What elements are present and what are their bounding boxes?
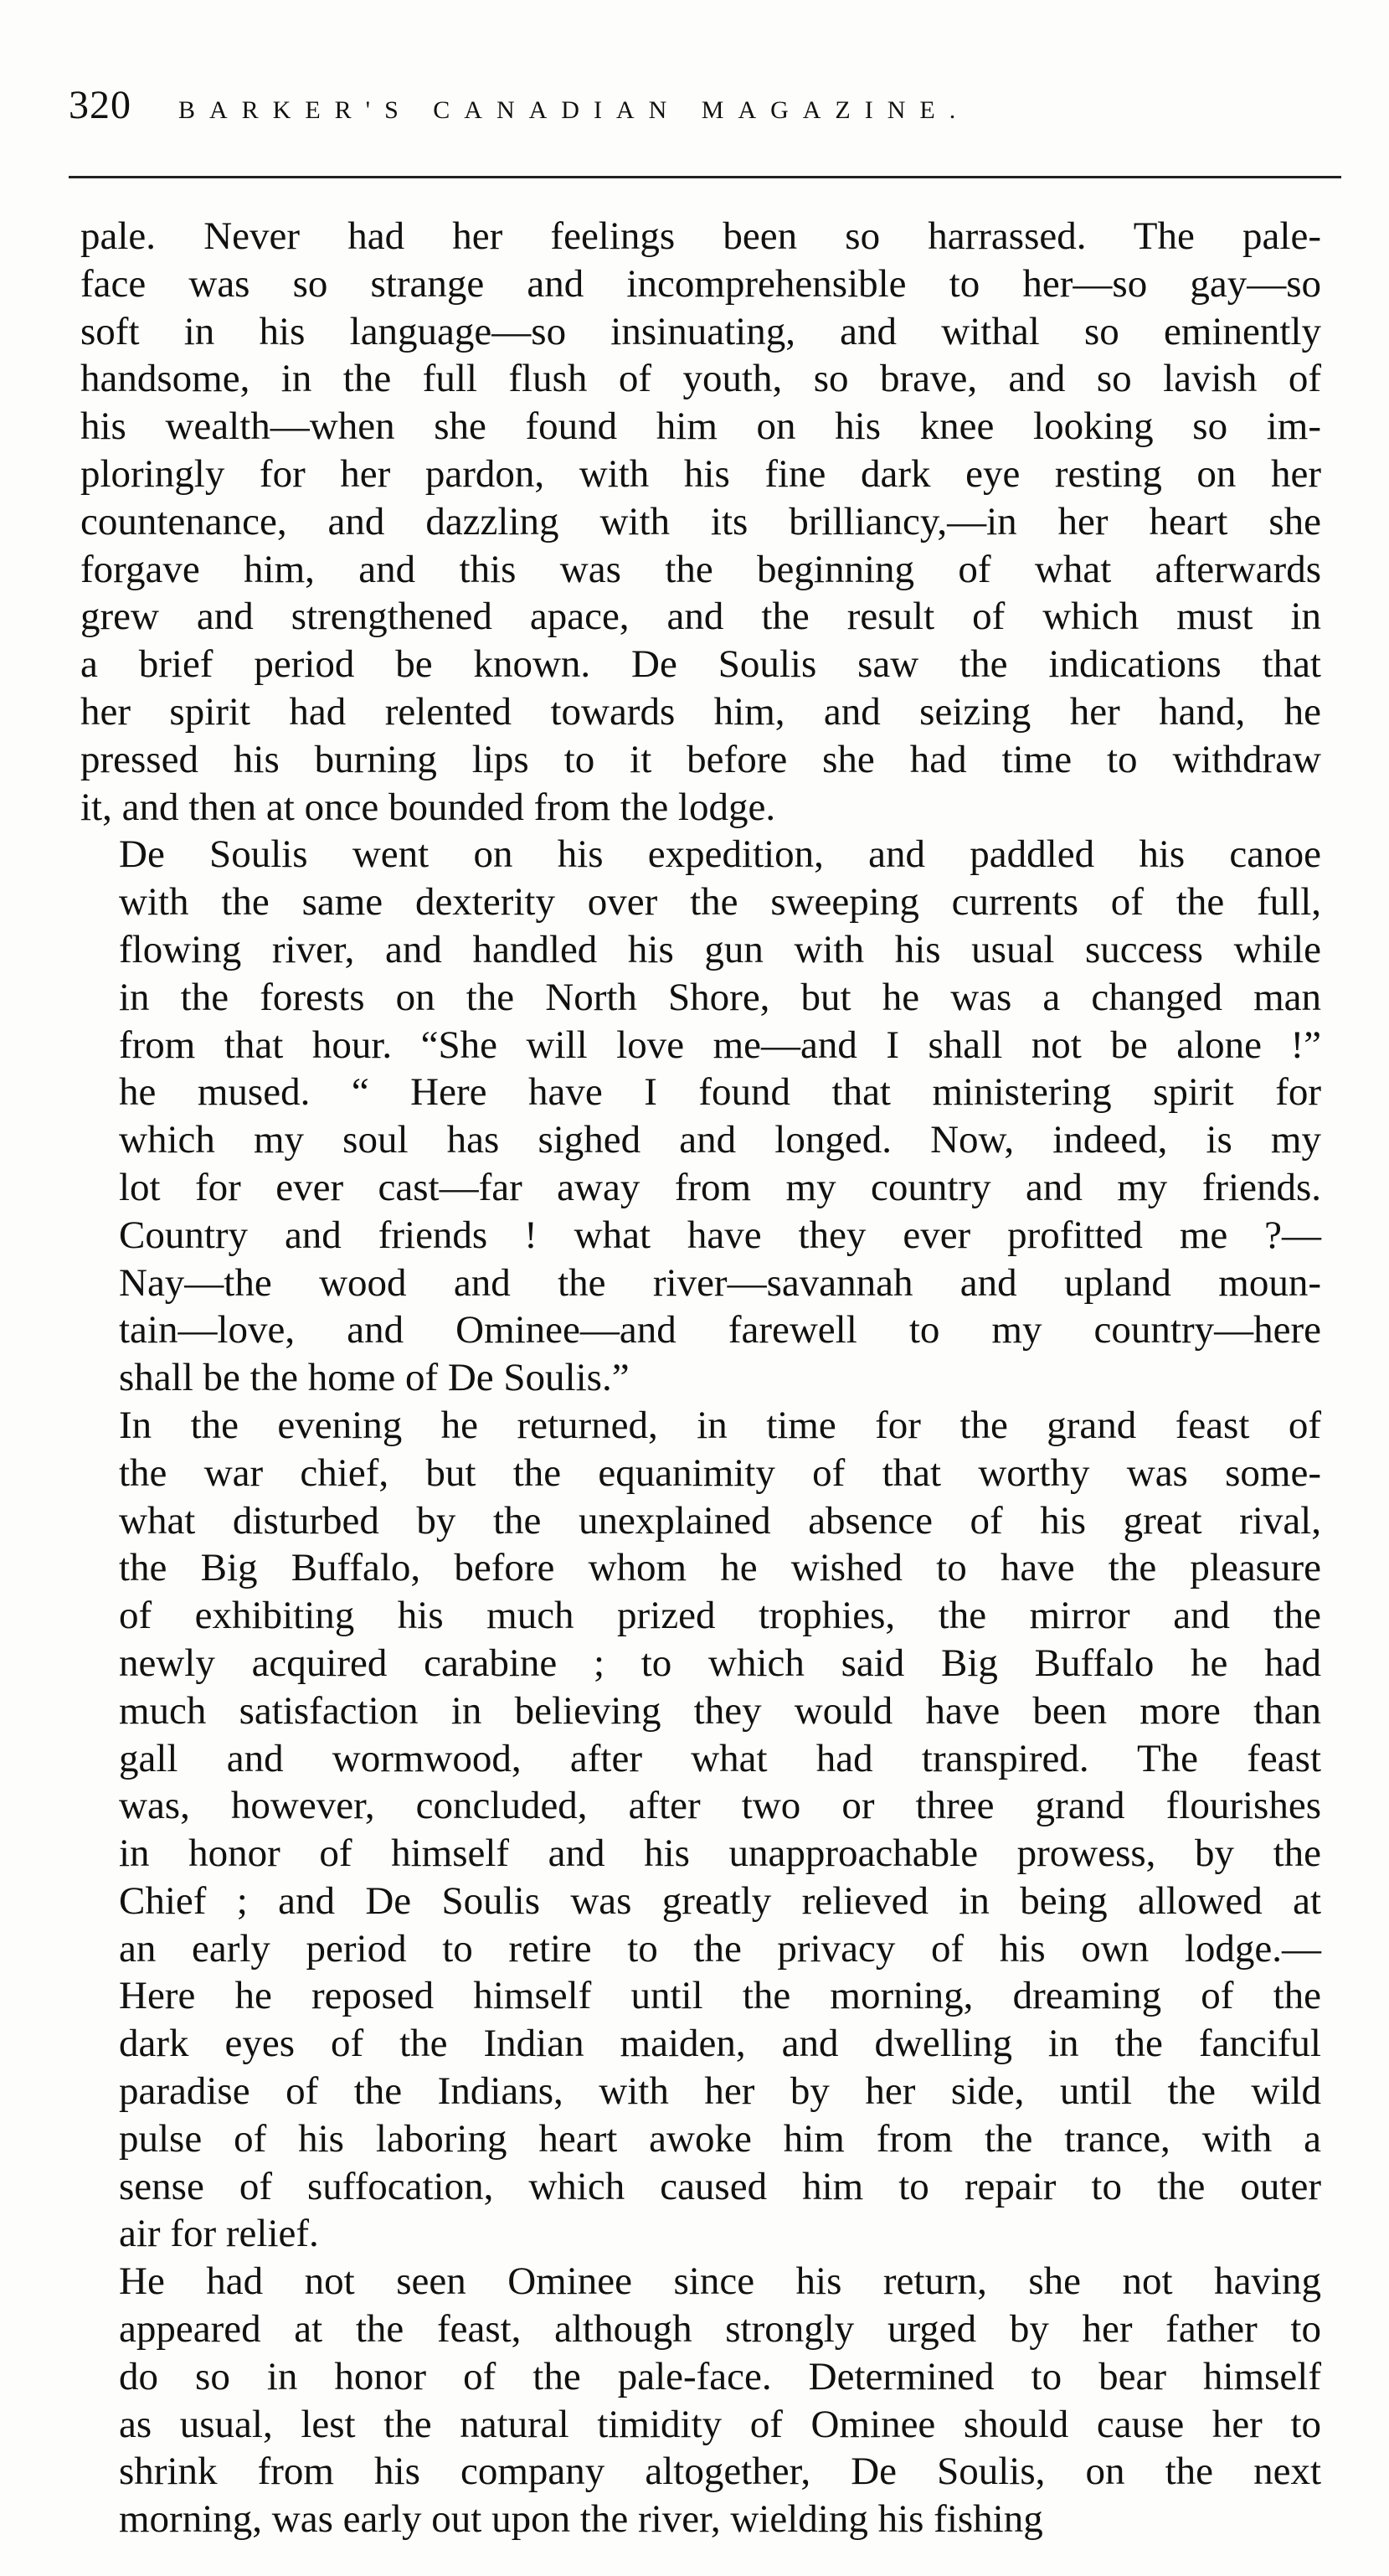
text-line: shall be the home of De Soulis.”: [119, 1356, 630, 1400]
text-line: gall and wormwood, after what had transpired. The feast: [119, 1736, 1321, 1780]
text-line: flowing river, and handled his gun with his usual success while: [119, 927, 1321, 971]
text-line: her spirit had relented towards him, and seizing her hand, he: [80, 689, 1321, 734]
running-title: BARKER'S CANADIAN MAGAZINE.: [178, 96, 970, 124]
text-line: newly acquired carabine ; to which said Big Buffalo he had: [119, 1641, 1321, 1685]
text-line: Chief ; and De Soulis was greatly relieved in being allowed at: [119, 1878, 1321, 1923]
text-line: paradise of the Indians, with her by her side, until the wild: [119, 2069, 1321, 2114]
text-line: from that hour. “She will love me—and I shall not be alone !”: [119, 1023, 1321, 1067]
text-line: he mused. “ Here have I found that ministering spirit for: [119, 1070, 1321, 1115]
text-line: his wealth—when she found him on his knee looking so im-: [80, 404, 1321, 449]
page-number: 320: [69, 83, 131, 127]
text-line: the Big Buffalo, before whom he wished to have the pleasure: [119, 1546, 1321, 1590]
text-line: soft in his language—so insinuating, and withal so eminently: [80, 309, 1321, 353]
text-line: shrink from his company altogether, De Soulis, on the next: [119, 2450, 1321, 2494]
text-line: De Soulis went on his expedition, and paddled his canoe: [119, 832, 1321, 877]
text-line: ploringly for her pardon, with his fine dark eye resting on her: [80, 451, 1321, 496]
paragraph-4: [80, 2258, 1321, 2543]
text-line: pulse of his laboring heart awoke him from the trance, with a: [119, 2116, 1321, 2161]
text-line: with the same dexterity over the sweeping currents of the full,: [119, 880, 1321, 925]
text-line: pale. Never had her feelings been so harrassed. The pale-: [80, 214, 1321, 258]
text-line: Country and friends ! what have they ever profitted me ?—: [119, 1213, 1321, 1257]
text-line: much satisfaction in believing they would have been more than: [119, 1688, 1321, 1733]
text-line: as usual, lest the natural timidity of Ominee should cause her to: [119, 2402, 1321, 2446]
paragraph-3: [80, 1402, 1321, 2258]
header-rule: [69, 176, 1341, 178]
paragraph-2: [80, 831, 1321, 1402]
text-line: lot for ever cast—far away from my country and my friends.: [119, 1165, 1321, 1209]
text-line: which my soul has sighed and longed. Now, indeed, is my: [119, 1118, 1321, 1162]
text-line: face was so strange and incomprehensible to her—so gay—so: [80, 261, 1321, 306]
text-line: handsome, in the full flush of youth, so brave, and so lavish of: [80, 357, 1321, 401]
text-line: a brief period be known. De Soulis saw the indications that: [80, 642, 1321, 687]
text-line: do so in honor of the pale-face. Determined to bear himself: [119, 2354, 1321, 2398]
text-line: of exhibiting his much prized trophies, the mirror and the: [119, 1594, 1321, 1638]
text-line: pressed his burning lips to it before she had time to withdraw: [80, 737, 1321, 781]
running-head: [69, 82, 1325, 157]
text-line: in the forests on the North Shore, but he was a changed man: [119, 975, 1321, 1019]
text-line: sense of suffocation, which caused him to repair to the outer: [119, 2164, 1321, 2208]
text-line: dark eyes of the Indian maiden, and dwelling in the fanciful: [119, 2022, 1321, 2066]
text-line: Here he reposed himself until the morning, dreaming of the: [119, 1974, 1321, 2018]
text-line: morning, was early out upon the river, wielding his fishing: [119, 2497, 1043, 2542]
paragraph-1: [80, 213, 1321, 831]
body-text: [80, 213, 1321, 2543]
text-line: tain—love, and Ominee—and farewell to my country—here: [119, 1308, 1321, 1352]
text-line: forgave him, and this was the beginning of what afterwards: [80, 547, 1321, 591]
text-line: what disturbed by the unexplained absence of his great rival,: [119, 1498, 1321, 1543]
text-line: appeared at the feast, although strongly urged by her father to: [119, 2307, 1321, 2352]
text-line: In the evening he returned, in time for the grand feast of: [119, 1403, 1321, 1447]
text-line: an early period to retire to the privacy of his own lodge.—: [119, 1926, 1321, 1971]
text-line: grew and strengthened apace, and the result of which must in: [80, 595, 1321, 639]
text-line: countenance, and dazzling with its brilliancy,—in her heart she: [80, 499, 1321, 544]
text-line: Nay—the wood and the river—savannah and upland moun-: [119, 1260, 1321, 1305]
text-line: was, however, concluded, after two or three grand flourishes: [119, 1784, 1321, 1828]
text-line: air for relief.: [119, 2212, 319, 2256]
text-line: it, and then at once bounded from the lodge.: [80, 785, 776, 829]
text-line: the war chief, but the equanimity of that worthy was some-: [119, 1450, 1321, 1495]
text-line: in honor of himself and his unapproachable prowess, by the: [119, 1832, 1321, 1876]
text-line: He had not seen Ominee since his return, she not having: [119, 2259, 1321, 2304]
